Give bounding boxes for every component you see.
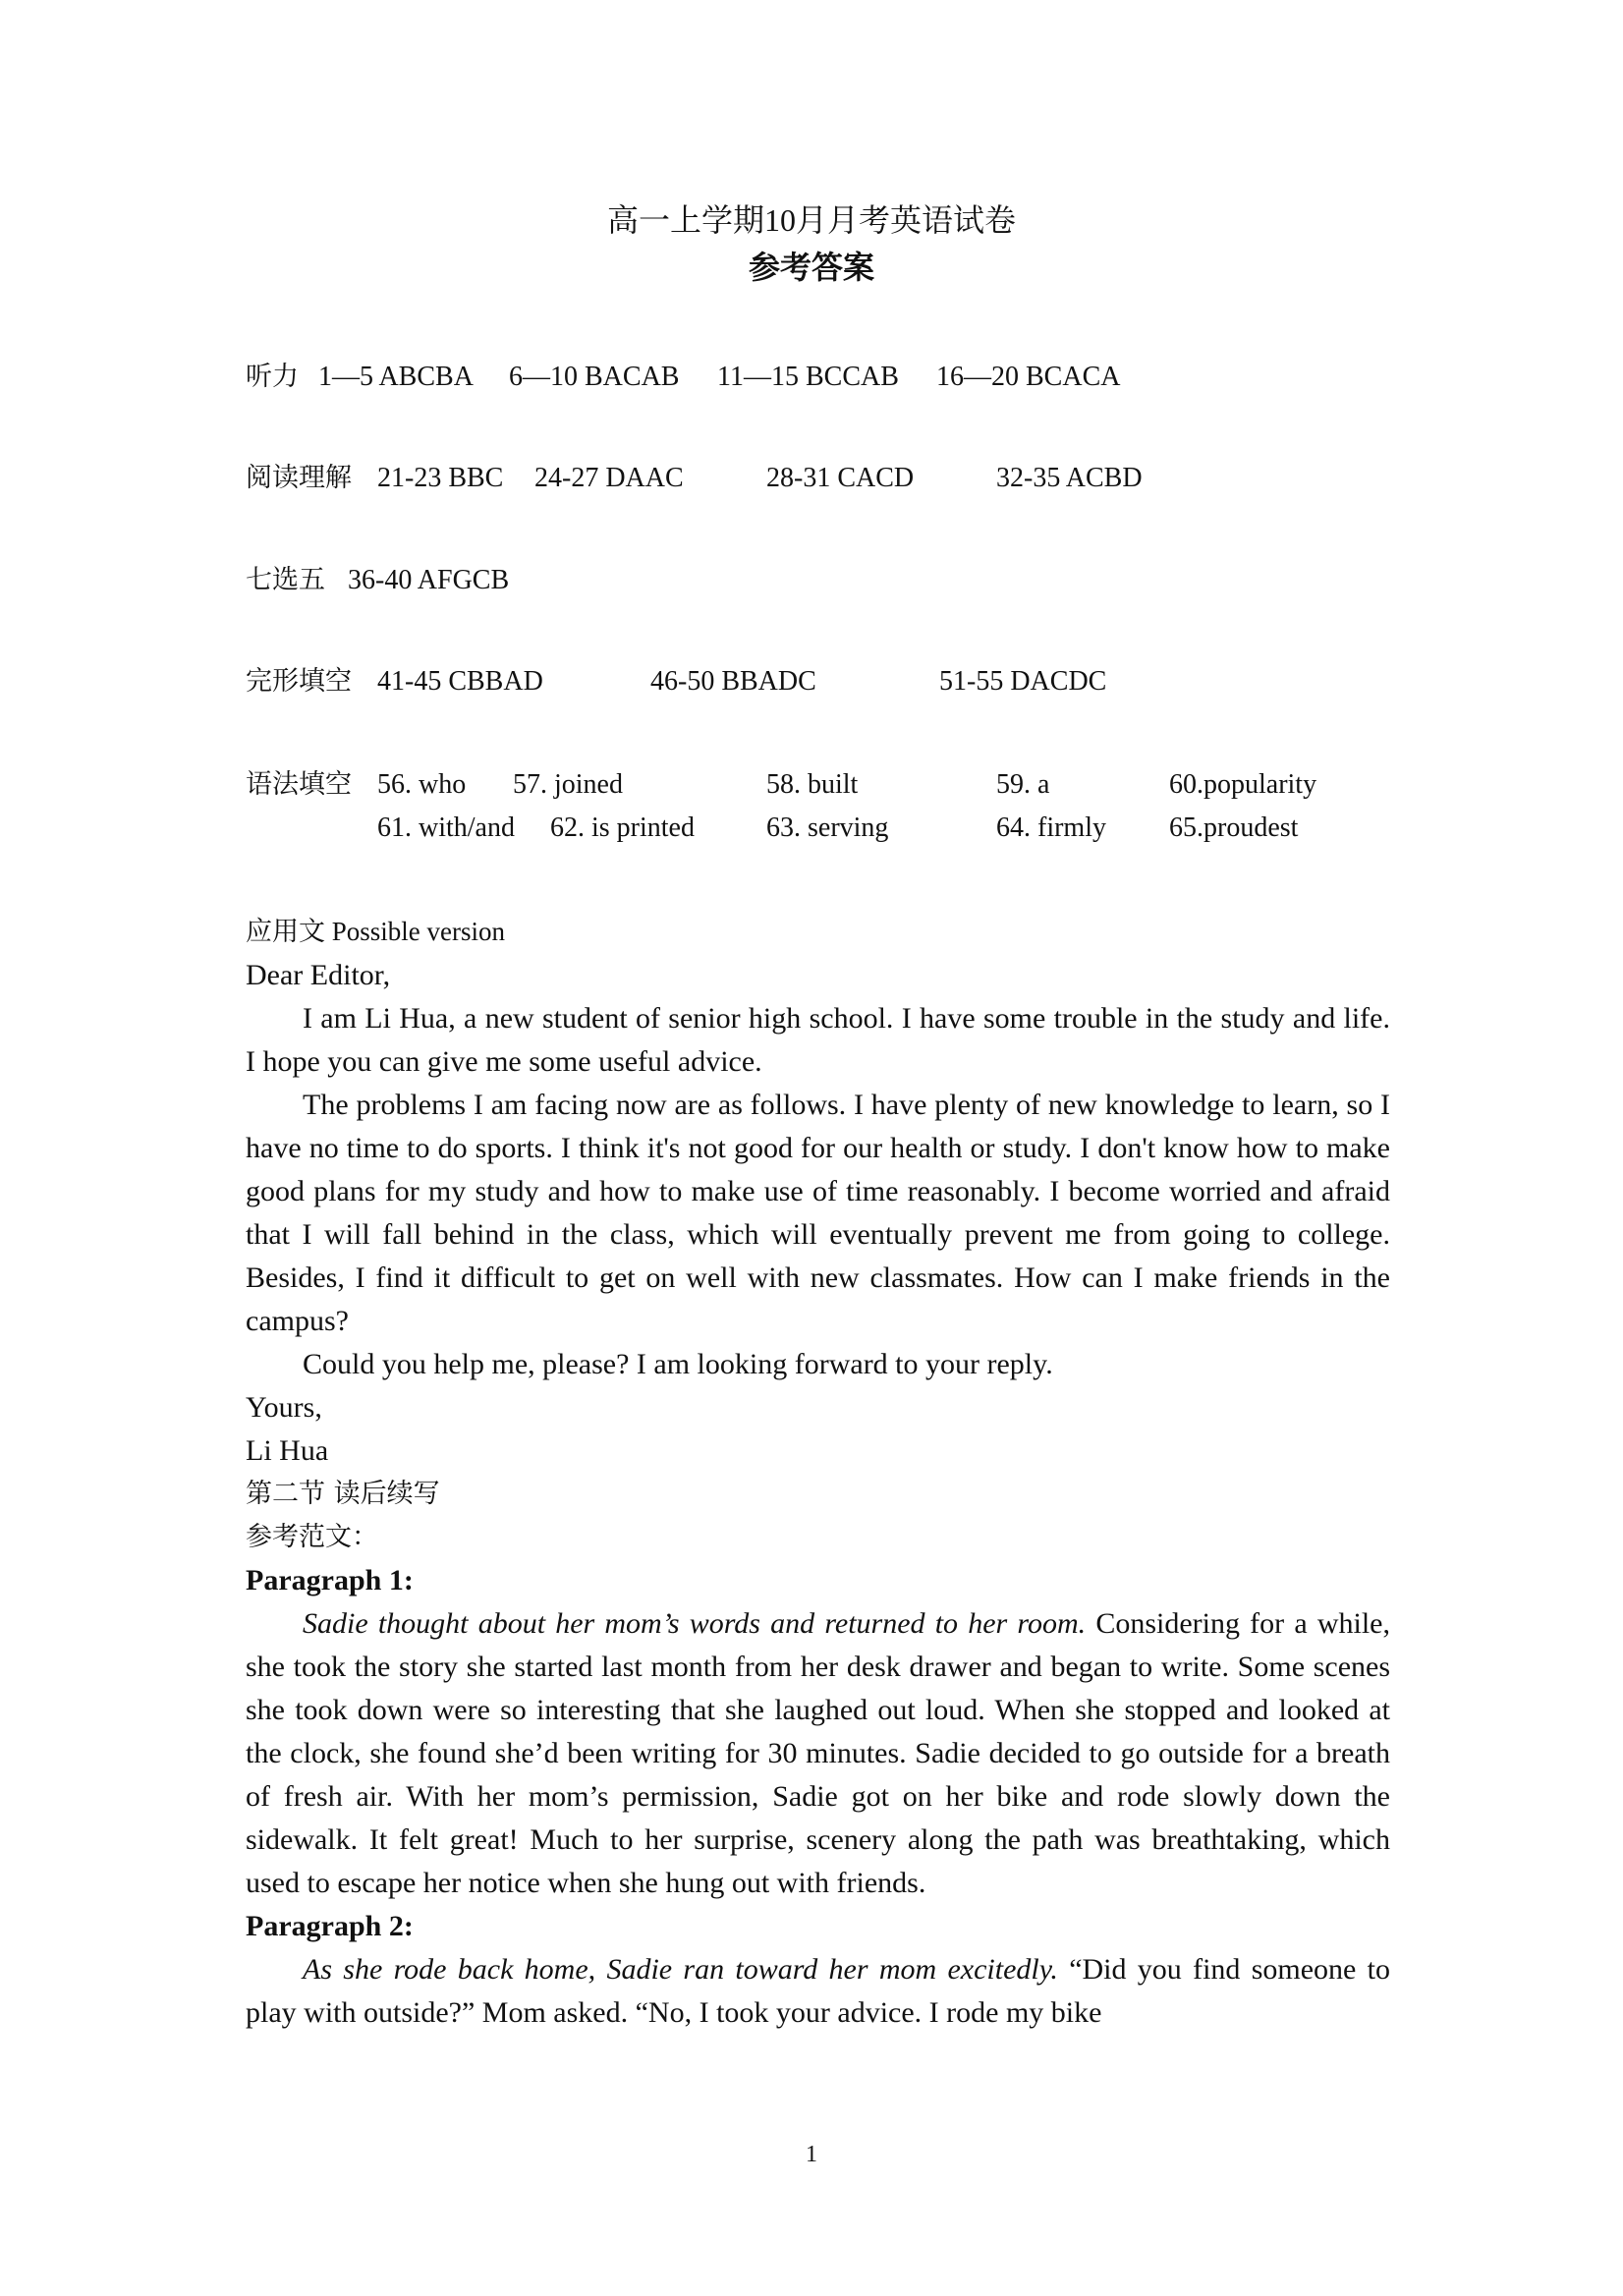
page-number: 1 — [806, 2142, 817, 2167]
paragraph-2-body: “Did you find someone to play with outside?” Mom asked. “No, I took your advice. I rode my bike — [246, 1953, 1390, 2029]
cloze-group: 51-55 DACDC — [939, 666, 1107, 697]
grammar-item: 64. firmly — [996, 812, 1106, 843]
letter-paragraph: Could you help me, please? I am looking forward to your reply. — [303, 1348, 1053, 1380]
cloze-label: 完形填空 — [246, 666, 352, 697]
grammar-item: 63. serving — [766, 812, 889, 843]
grammar-item: 62. is printed — [550, 812, 695, 843]
listening-group: 16—20 BCACA — [936, 362, 1121, 392]
seven-five-label: 七选五 — [246, 565, 325, 595]
grammar-item: 59. a — [996, 769, 1050, 800]
page-title: 高一上学期10月月考英语试卷 — [606, 202, 1016, 238]
paragraph-1-given-start: Sadie thought about her mom’s words and returned to her room. — [303, 1607, 1087, 1640]
page-subtitle: 参考答案 — [748, 250, 874, 285]
letter-heading-cn: 应用文 — [246, 917, 325, 947]
letter-paragraph: The problems I am facing now are as follows. I have plenty of new knowledge to learn, so I have no time to do sports. I think it's not good for our health or study. I don't know how to make good plans for my study and how to make use of time reasonably. I become worried and afraid that I will fall behind in the class, which will eventually prevent me from going to college. Besides, I find it difficult to get on well with new classmates. How can I make friends in the campus? — [246, 1089, 1390, 1337]
letter-heading-en: Possible version — [331, 917, 506, 946]
letter-heading — [246, 910, 1390, 954]
letter-section — [246, 910, 1390, 2035]
grammar-item: 57. joined — [513, 769, 623, 800]
seven-five-group: 36-40 AFGCB — [348, 565, 510, 595]
paragraph-2-given-start: As she rode back home, Sadie ran toward her mom excitedly. — [303, 1953, 1058, 1986]
listening-group: 1—5 ABCBA — [318, 362, 474, 392]
paragraph-1-body: Considering for a while, she took the story she started last month from her desk drawer and began to write. Some scenes she took down were so interesting that she laughed out loud. When she stopped and looked at the clock, she found she’d been writing for 30 minutes. Sadie decided to go outside for a breath of fresh air. With her mom’s permission, Sadie got on her bike and rode slowly down the sidewalk. It felt great! Much to her surprise, scenery along the path was breathtaking, which used to escape her notice when she hung out with friends. — [246, 1607, 1390, 1899]
grammar-label: 语法填空 — [246, 769, 352, 800]
cloze-group: 46-50 BBADC — [650, 666, 816, 697]
letter-salutation: Dear Editor, — [246, 959, 391, 991]
paragraph-2-heading: Paragraph 2: — [246, 1910, 414, 1942]
listening-group: 6—10 BACAB — [509, 362, 680, 392]
cloze-group: 41-45 CBBAD — [377, 666, 543, 697]
letter-paragraph: I am Li Hua, a new student of senior high school. I have some trouble in the study and life. I hope you can give me some useful advice. — [246, 1002, 1390, 1078]
reading-group: 24-27 DAAC — [534, 463, 684, 493]
paragraph-1-heading: Paragraph 1: — [246, 1564, 414, 1596]
reading-group: 21-23 BBC — [377, 463, 504, 493]
grammar-item: 56. who — [377, 769, 467, 800]
reading-group: 32-35 ACBD — [996, 463, 1143, 493]
grammar-item: 58. built — [766, 769, 859, 800]
continuation-section-title: 第二节 读后续写 — [246, 1479, 440, 1509]
paragraph-2-text — [246, 1948, 1390, 2035]
grammar-item: 61. with/and — [377, 812, 515, 843]
listening-label: 听力 — [246, 362, 299, 392]
reading-group: 28-31 CACD — [766, 463, 915, 493]
listening-group: 11—15 BCCAB — [717, 362, 899, 392]
grammar-item: 60.popularity — [1169, 769, 1317, 800]
letter-signature: Li Hua — [246, 1434, 329, 1467]
letter-closing: Yours, — [246, 1391, 322, 1424]
sample-label: 参考范文： — [246, 1522, 378, 1552]
title-block — [0, 196, 1623, 291]
grammar-item: 65.proudest — [1169, 812, 1299, 843]
reading-label: 阅读理解 — [246, 463, 352, 493]
paragraph-1-text — [246, 1602, 1390, 1905]
